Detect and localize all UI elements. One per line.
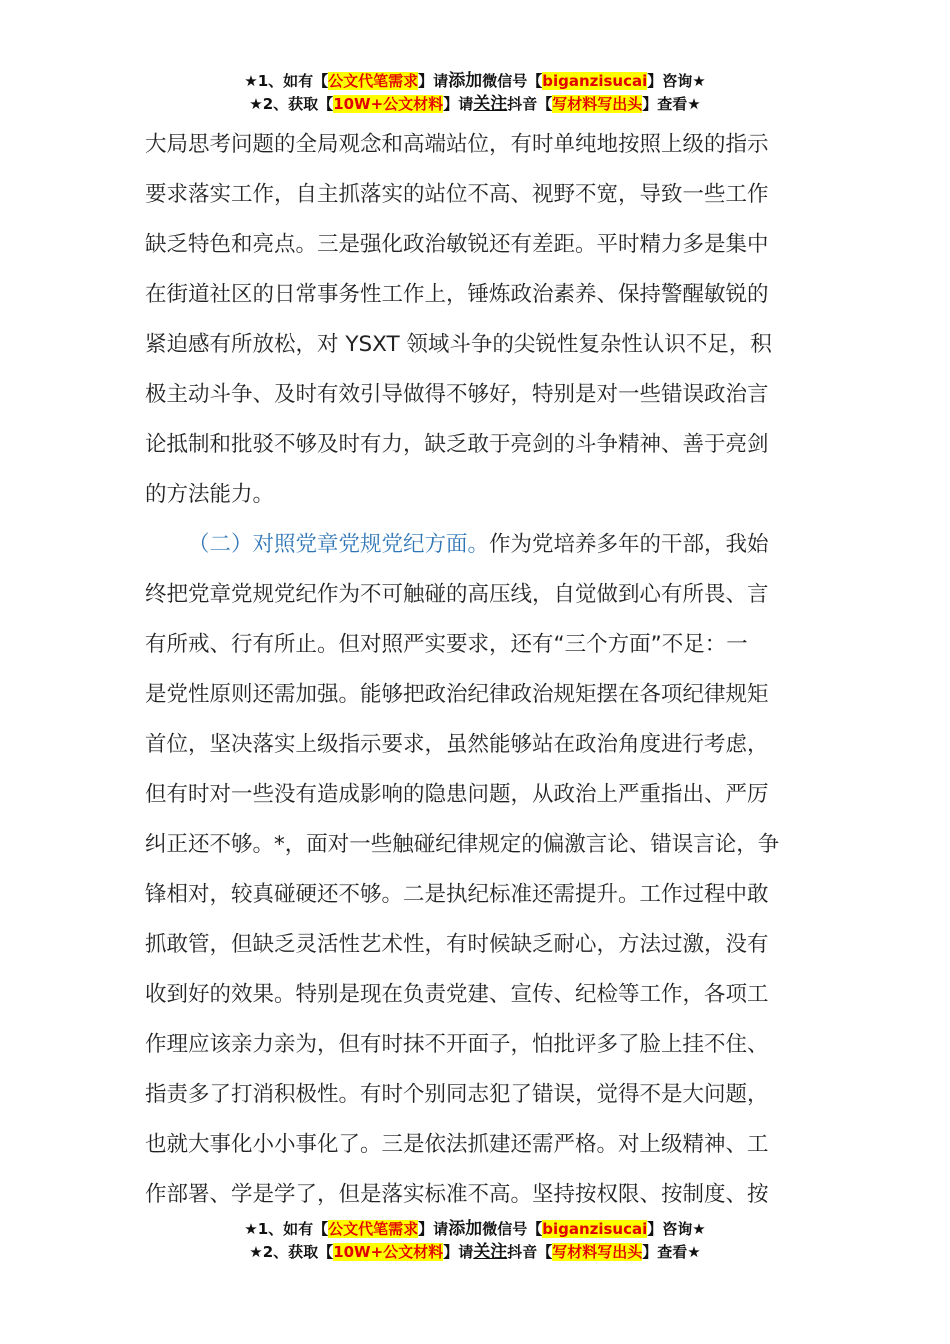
banner-emphasis: 添加 xyxy=(448,71,483,91)
text-line: 首位，坚决落实上级指示要求，虽然能够站在政治角度进行考虑， xyxy=(145,732,769,757)
banner-line-2 xyxy=(0,1241,950,1264)
banner-text: 】请 xyxy=(418,1220,449,1238)
text-line: 抓敢管，但缺乏灵活性艺术性，有时候缺乏耐心，方法过激，没有 xyxy=(145,932,769,957)
banner-text: 微信号【 xyxy=(482,72,543,90)
text-line: 大局思考问题的全局观念和高端站位，有时单纯地按照上级的指示 xyxy=(145,132,769,157)
banner-text: 抖音【 xyxy=(507,1243,553,1261)
banner-text: ★1、如有【 xyxy=(244,72,329,90)
document-body xyxy=(145,120,810,1220)
banner-text: 】咨询★ xyxy=(647,1220,706,1238)
text-line: 论抵制和批驳不够及时有力，缺乏敢于亮剑的斗争精神、善于亮剑 xyxy=(145,432,769,457)
text-line: 纠正还不够。*，面对一些触碰纪律规定的偏激言论、错误言论，争 xyxy=(145,832,780,857)
banner-emphasis: 关注 xyxy=(473,1242,508,1262)
text-line: 终把党章党规党纪作为不可触碰的高压线，自觉做到心有所畏、言 xyxy=(145,582,769,607)
text-line: 是党性原则还需加强。能够把政治纪律政治规矩摆在各项纪律规矩 xyxy=(145,682,769,707)
banner-highlight: 公文代笔需求 xyxy=(328,1220,419,1238)
text-span: 作为党培养多年的干部，我始 xyxy=(489,532,769,557)
header-banner xyxy=(0,70,950,116)
section-first-line xyxy=(145,520,810,570)
text-line: 也就大事化小小事化了。三是依法抓建还需严格。对上级精神、工 xyxy=(145,1132,769,1157)
banner-line-2 xyxy=(0,93,950,116)
banner-highlight-wechat-id: biganzisucai xyxy=(542,72,648,90)
banner-emphasis: 添加 xyxy=(448,1219,483,1239)
text-line: 在街道社区的日常事务性工作上，锤炼政治素养、保持警醒敏锐的 xyxy=(145,282,769,307)
banner-text: 抖音【 xyxy=(507,95,553,113)
text-line: 但有时对一些没有造成影响的隐患问题，从政治上严重指出、严厉 xyxy=(145,782,769,807)
banner-highlight: 公文代笔需求 xyxy=(328,72,419,90)
text-line: 要求落实工作，自主抓落实的站位不高、视野不宽，导致一些工作 xyxy=(145,182,769,207)
text-line: 作部署、学是学了，但是落实标准不高。坚持按权限、按制度、按 xyxy=(145,1182,769,1207)
banner-text: ★1、如有【 xyxy=(244,1220,329,1238)
banner-highlight-douyin: 写材料写出头 xyxy=(552,1243,643,1261)
text-line: 指责多了打消积极性。有时个别同志犯了错误，觉得不是大问题， xyxy=(145,1082,769,1107)
text-line: 极主动斗争、及时有效引导做得不够好，特别是对一些错误政治言 xyxy=(145,382,769,407)
banner-text: 】请 xyxy=(418,72,449,90)
banner-highlight: 10W+公文材料 xyxy=(333,1243,444,1261)
banner-text: 】查看★ xyxy=(642,95,701,113)
banner-text: 】请 xyxy=(443,1243,474,1261)
banner-emphasis: 关注 xyxy=(473,94,508,114)
banner-text: 】查看★ xyxy=(642,1243,701,1261)
text-line: 有所戒、行有所止。但对照严实要求，还有“三个方面”不足：一 xyxy=(145,632,748,657)
section-heading: （二）对照党章党规党纪方面。 xyxy=(188,532,490,557)
banner-text: 微信号【 xyxy=(482,1220,543,1238)
footer-banner xyxy=(0,1218,950,1264)
text-line: 紧迫感有所放松，对 YSXT 领域斗争的尖锐性复杂性认识不足，积 xyxy=(145,332,772,357)
text-line: 收到好的效果。特别是现在负责党建、宣传、纪检等工作，各项工 xyxy=(145,982,769,1007)
banner-text: ★2、获取【 xyxy=(249,95,334,113)
text-line: 作理应该亲力亲为，但有时抹不开面子，怕批评多了脸上挂不住、 xyxy=(145,1032,769,1057)
text-line: 的方法能力。 xyxy=(145,482,275,507)
text-line: 缺乏特色和亮点。三是强化政治敏锐还有差距。平时精力多是集中 xyxy=(145,232,769,257)
banner-text: 】咨询★ xyxy=(647,72,706,90)
banner-highlight-douyin: 写材料写出头 xyxy=(552,95,643,113)
banner-text: 】请 xyxy=(443,95,474,113)
banner-line-1 xyxy=(0,1218,950,1241)
banner-highlight: 10W+公文材料 xyxy=(333,95,444,113)
banner-line-1 xyxy=(0,70,950,93)
banner-highlight-wechat-id: biganzisucai xyxy=(542,1220,648,1238)
text-line: 锋相对，较真碰硬还不够。二是执纪标准还需提升。工作过程中敢 xyxy=(145,882,769,907)
banner-text: ★2、获取【 xyxy=(249,1243,334,1261)
